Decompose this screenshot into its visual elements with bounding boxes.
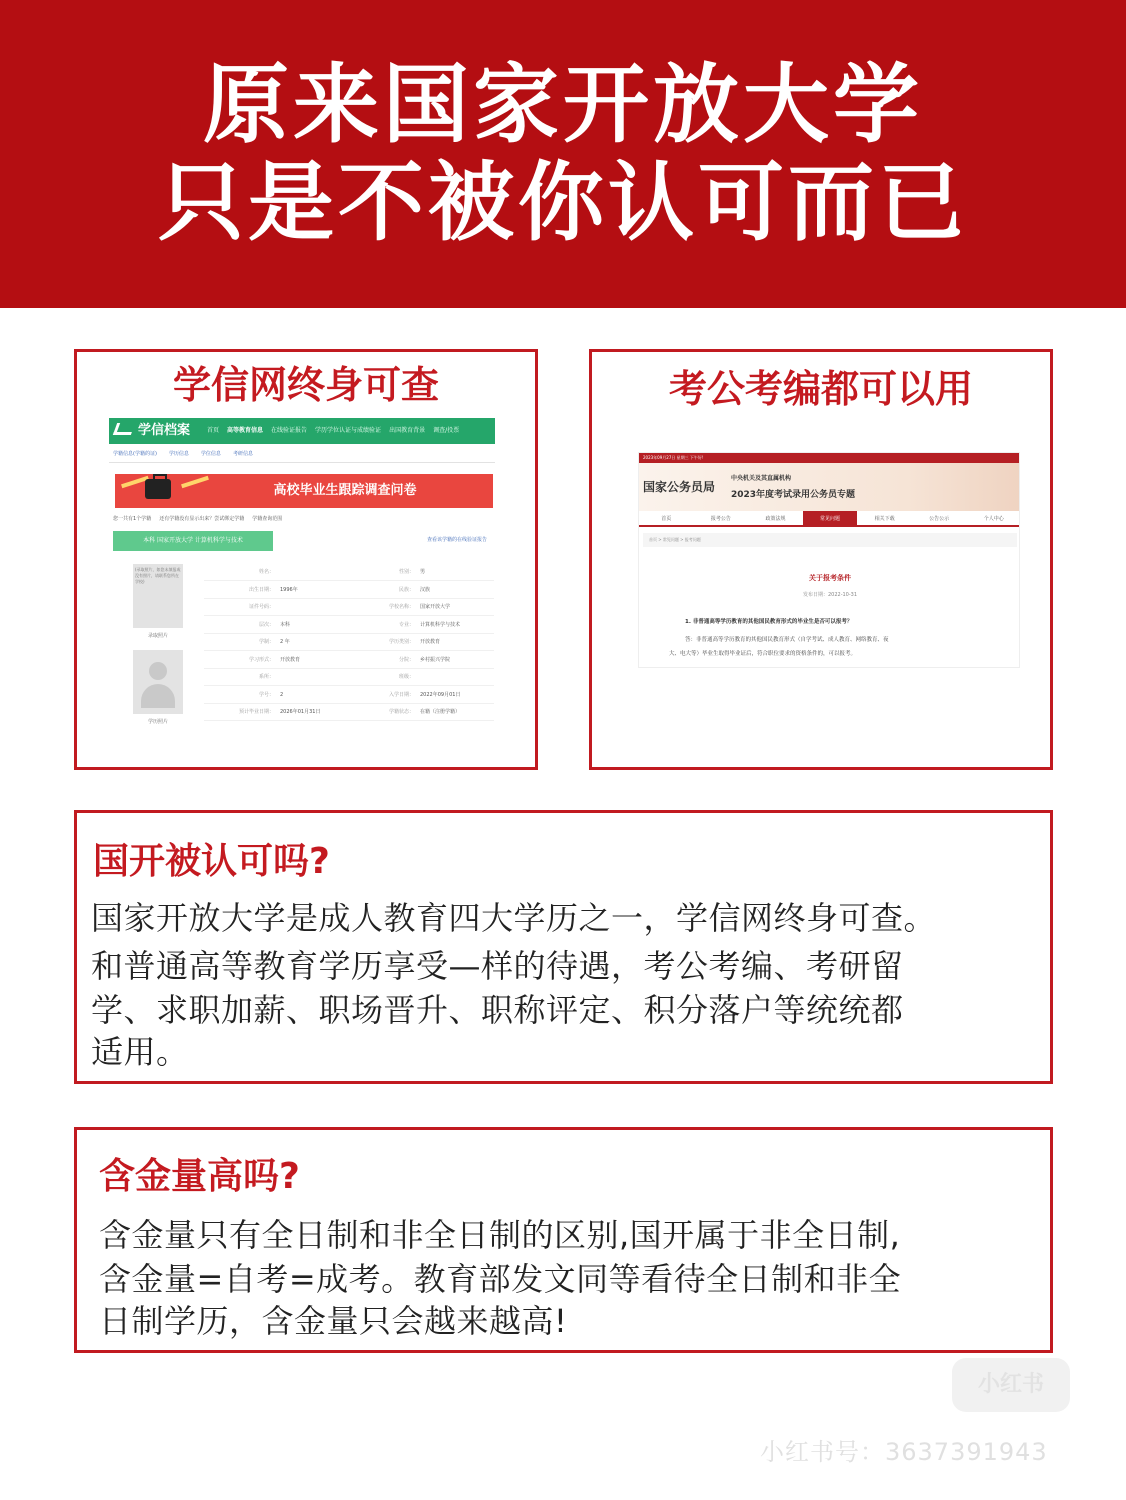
section-recognized-line: 学、求职加薪、职场晋升、职称评定、积分落户等统统都 [91, 991, 904, 1029]
field-value: 2 年 [280, 639, 290, 645]
field-label: 学校名称： [388, 604, 414, 610]
chsi-verify-link: 查看该学籍的在线验证报告 [426, 537, 487, 543]
xiaohongshu-logo-watermark: 小红书 [952, 1358, 1070, 1412]
xiaohongshu-id-watermark: 小红书号：3637391943 [760, 1438, 1048, 1466]
gov-publish-date: 发布日期：2022-10-31 [802, 592, 858, 598]
civil-service-screenshot [638, 452, 1020, 668]
chsi-crumb: 还有学籍没有显示出来？尝试绑定学籍 [159, 516, 245, 522]
section-value-line: 含金量=自考=成考。教育部发文同等看待全日制和非全 [99, 1260, 902, 1298]
avatar-icon [149, 662, 167, 680]
chsi-crumb: 学籍查询范围 [252, 516, 283, 522]
field-value: 1996年 [280, 586, 298, 593]
chsi-nav-links [207, 418, 459, 444]
table-row [204, 634, 494, 651]
card-recognized [74, 810, 1053, 1084]
field-label: 学号： [258, 691, 274, 698]
gov-tab: 首页 [661, 516, 672, 522]
field-value: 男 [420, 569, 426, 575]
survey-banner [115, 474, 493, 508]
field-label: 学制： [258, 639, 274, 645]
section-recognized-line: 和普通高等教育学历享受—样的待遇，考公考编、考研留 [91, 947, 904, 985]
table-row [204, 704, 494, 721]
field-value: 乡村振兴学院 [420, 656, 451, 663]
field-value: 2 [280, 691, 284, 698]
divider [109, 462, 495, 463]
chsi-nav-item: 出国教育背景 [389, 427, 426, 434]
gov-tab: 报考公告 [710, 516, 731, 522]
chsi-sub-tab: 学位信息 [200, 451, 221, 457]
gov-breadcrumb: 首页 > 常见问题 > 报考问题 [643, 533, 1017, 547]
field-label: 预计毕业日期： [238, 709, 274, 715]
section-value-title: 含金量高吗? [99, 1156, 300, 1197]
card-chsi [74, 349, 538, 770]
chsi-nav-item: 学历学位认证与成绩验证 [315, 427, 382, 434]
photo-caption: 学历照片 [147, 719, 168, 725]
gov-tab: 个人中心 [983, 516, 1004, 522]
gov-headline-2: 2023年度考试录用公务员专题 [731, 490, 856, 500]
field-label: 分院： [398, 656, 414, 663]
photo-caption: 录取照片 [147, 633, 168, 639]
chsi-nav-item: 高等教育信息 [227, 427, 264, 434]
table-row [204, 669, 494, 686]
survey-banner-title: 高校毕业生跟踪调查问卷 [273, 483, 417, 498]
banner-title-line-1: 原来国家开放大学 [203, 55, 923, 155]
field-value: 开放教育 [420, 639, 441, 645]
admission-photo [133, 564, 183, 628]
gov-tab: 政策法规 [765, 516, 786, 522]
card-civil-service [589, 349, 1053, 770]
table-row [204, 617, 494, 634]
field-label: 学历类别： [388, 639, 414, 645]
table-row [204, 582, 494, 599]
gov-tabs [639, 511, 1020, 527]
field-label: 层次： [258, 621, 274, 628]
gov-tab-active: 常见问题 [803, 511, 858, 525]
field-label: 出生日期： [248, 586, 274, 593]
table-row [204, 687, 494, 704]
gov-article-title: 关于报考条件 [809, 574, 851, 582]
field-label: 姓名： [258, 569, 274, 575]
section-recognized-line: 国家开放大学是成人教育四大学历之一，学信网终身可查。 [91, 899, 937, 937]
chsi-nav-item: 在线验证报告 [271, 427, 308, 434]
section-recognized-title: 国开被认可吗? [93, 841, 330, 882]
field-label: 班级： [398, 674, 414, 680]
chsi-sub-tab: 学籍信息(学籍的证) [113, 451, 157, 457]
chsi-sub-tab: 学历信息 [168, 451, 189, 457]
gov-answer-line-2: 大、电大等）毕业生取得毕业证后，符合职位要求的资格条件的，可以报考。 [669, 651, 857, 657]
header-banner [0, 0, 1126, 308]
card-chsi-title: 学信网终身可查 [172, 363, 439, 407]
gov-top-bar [639, 453, 1020, 463]
section-value-line: 日制学历，含金量只会越来越高! [99, 1302, 568, 1340]
photo-note: (录取照片，如您未填报或没有照片，请联系您所在学校) [135, 567, 181, 584]
field-label: 专业： [398, 621, 414, 628]
field-value: 2026年01月31日 [280, 709, 321, 715]
chsi-sub-tabs [113, 449, 253, 459]
section-value-line: 含金量只有全日制和非全日制的区别,国开属于非全日制, [99, 1216, 901, 1254]
avatar-body [141, 684, 175, 708]
gov-tab: 相关下载 [874, 516, 895, 522]
chsi-nav-item: 首页 [207, 427, 220, 434]
chsi-crumb: 您一共有1个学籍 [113, 516, 152, 522]
graduation-photo [133, 650, 183, 714]
card-civil-service-title: 考公考编都可以用 [668, 367, 973, 411]
field-value: 汉族 [420, 586, 431, 593]
field-label: 学籍状态： [388, 709, 414, 715]
book-icon [113, 423, 135, 435]
field-label: 系所： [258, 674, 274, 680]
chsi-logo [115, 421, 190, 441]
field-value: 国家开放大学 [420, 604, 451, 610]
section-recognized-line: 适用。 [91, 1033, 189, 1071]
gov-answer-line-1: 答：非普通高等学历教育的其他国民教育形式（自学考试、成人教育、网络教育、夜 [685, 637, 889, 643]
chsi-record-tab: 本科 国家开放大学 计算机科学与技术 [113, 531, 273, 551]
chsi-nav-bar [109, 418, 495, 444]
table-row [204, 652, 494, 669]
banner-title-line-2: 只是不被你认可而已 [158, 153, 968, 253]
field-label: 民族： [398, 586, 414, 593]
field-label: 性别： [398, 569, 414, 575]
gov-tab: 公告公示 [929, 516, 950, 522]
table-row [204, 599, 494, 616]
field-label: 学习形式： [248, 656, 274, 663]
table-row [204, 564, 494, 581]
field-value: 在籍（注册学籍） [420, 709, 461, 715]
card-value [74, 1127, 1053, 1353]
field-value: 本科 [280, 621, 291, 628]
chsi-screenshot [109, 418, 495, 738]
gov-question: 1. 非普通高等学历教育的其他国民教育形式的毕业生是否可以报考？ [685, 619, 853, 625]
field-label: 证件号码： [248, 604, 274, 610]
field-label: 入学日期： [388, 691, 414, 698]
gov-date: 2023年09月27日 星期三 下午好! [643, 455, 704, 460]
chsi-nav-item: 调查/投票 [433, 427, 460, 434]
decor-stripe [181, 476, 209, 488]
gov-headline-1: 中央机关及其直属机构 [731, 475, 792, 482]
chsi-logo-text: 学信档案 [138, 423, 191, 438]
field-value: 计算机科学与技术 [420, 621, 461, 628]
briefcase-icon [145, 479, 171, 499]
field-value: 2022年09月01日 [420, 691, 461, 698]
field-value: 开放教育 [280, 656, 301, 663]
gov-brand: 国家公务员局 [643, 480, 716, 494]
chsi-crumbs [113, 514, 282, 524]
chsi-sub-tab: 考研信息 [232, 451, 253, 457]
gov-header [639, 463, 1020, 511]
